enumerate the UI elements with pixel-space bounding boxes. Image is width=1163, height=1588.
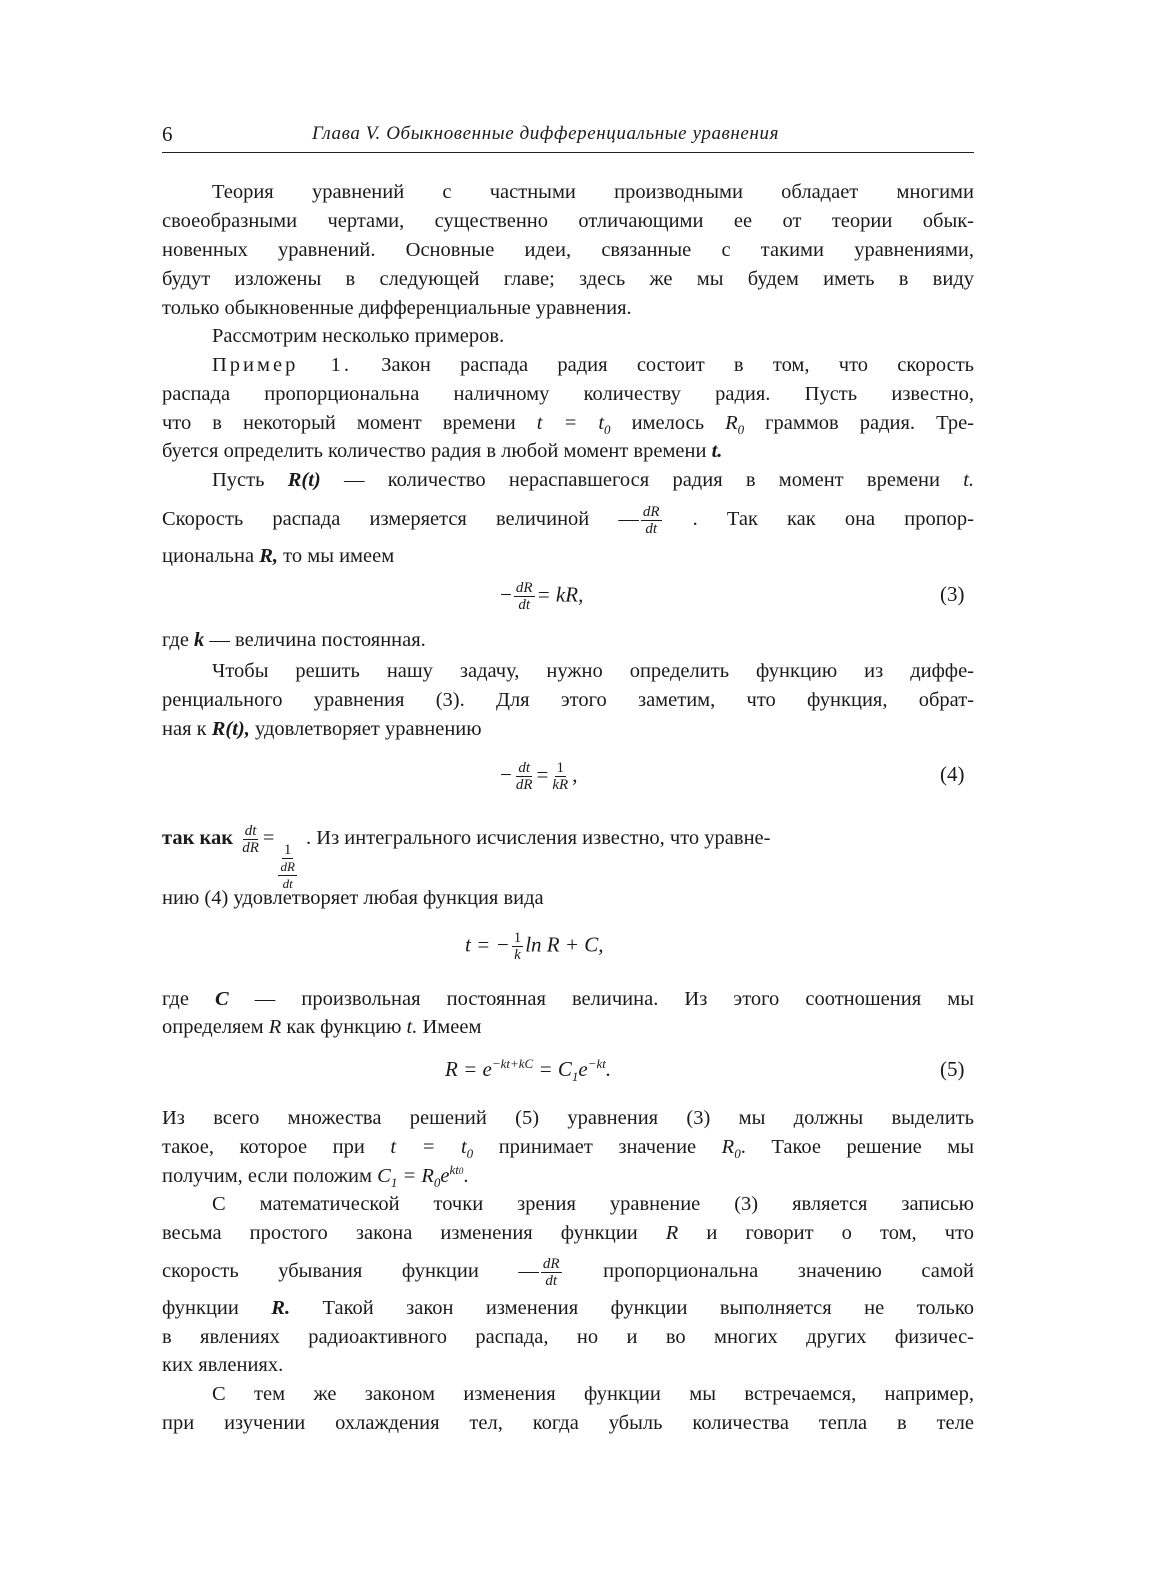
pust-line3: циональна R, то мы имеем [162,545,395,567]
math-neg-dr-dt: — $\frac{dR}{dt}$ [618,504,660,537]
equation-number-4: (4) [940,762,965,786]
para1-line1: Теория уравнений с частными производными обладает многими [212,181,974,203]
chapter-title: Глава V. Обыкновенные дифференциальные уравнения [312,123,780,144]
para1-line3: новенных уравнений. Основные идеи, связанные с такими уравнениями, [162,239,974,261]
example-label: Пример 1. [212,354,352,376]
iz-line3: получим, если положим $C_1 = R_0e^{kt0}$. [162,1162,469,1191]
equation-number-3: (3) [940,582,965,606]
last-line1: С тем же законом изменения функции мы встречаемся, например, [212,1383,974,1405]
equation-t: t = − $\frac{1}{k}$ ln R + C, [465,930,604,963]
math-c1-eq-r0-ekt0: $C_1 = R_0e^{kt0}$ [377,1162,464,1191]
math-line2: весьма простого закона изменения функции R и говорит о том, что [162,1222,975,1244]
math-dt-dr-identity: $\frac{dt}{dR}$ = $\frac{1}{\frac{dR}{dt}}$ [242,823,295,892]
math-line6: ких явлениях. [162,1354,284,1376]
equation-number-5: (5) [940,1057,965,1081]
equation-5: $R = e^{-kt+kC} = C_1e^{-kt}$. [445,1056,612,1085]
chtoby-line2: ренциального уравнения (3). Для этого заметим, что функция, обрат- [162,689,974,711]
math-r0: $R_0$ [725,412,745,438]
iz-line2: такое, которое при $t = t_0$ принимает значение $R_0$. Такое решение мы [162,1136,975,1162]
example-line2: распада пропорциональна наличному количеству радия. Пусть известно, [162,383,974,405]
example-line4: буется определить количество радия в любой момент времени t. [162,440,723,462]
page-number: 6 [162,122,173,146]
tak-kak-line: так как $\frac{dt}{dR}$ = $\frac{1}{\frac{dR}{dt}}$ . Из интегрального исчисления известно, что уравне- [162,823,771,892]
tak-kak-line2: нию (4) удовлетворяет любая функция вида [162,887,544,909]
pust-line2: Скорость распада измеряется величиной — $\frac{dR}{dt}$ . Так как она пропор- [162,504,974,537]
gde-c-line2: определяем R как функцию t. Имеем [162,1016,482,1038]
example-line3: что в некоторый момент времени $t = t_0$ имелось $R_0$ граммов радия. Тре- [162,412,974,438]
math-line5: в явлениях радиоактивного распада, но и во многих других физичес- [162,1326,974,1348]
math-line1: С математической точки зрения уравнение (3) является записью [212,1193,974,1215]
chtoby-line1: Чтобы решить нашу задачу, нужно определить функцию из диффе- [212,660,974,682]
equation-3: − $\frac{dR}{dt}$ = kR, [500,580,584,613]
gde-k-line: где k — величина постоянная. [162,629,426,651]
para1-line4: будут изложены в следующей главе; здесь же мы будем иметь в виду [162,268,974,290]
chtoby-line3: ная к R(t), удовлетворяет уравнению [162,718,482,740]
last-line2: при изучении охлаждения тел, когда убыль количества тепла в теле [162,1412,974,1434]
running-head [162,122,974,153]
equation-4: − $\frac{dt}{dR}$ = $\frac{1}{kR}$ , [500,760,578,793]
para1-line5: только обыкновенные дифференциальные уравнения. [162,297,632,319]
math-line3: скорость убывания функции — $\frac{dR}{dt}$ пропорциональна значению самой [162,1256,975,1289]
para2-line: Рассмотрим несколько примеров. [212,325,505,347]
gde-c-line1: где C — произвольная постоянная величина. Из этого соотношения мы [162,988,974,1010]
math-line4: функции R. Такой закон изменения функции выполняется не только [162,1297,974,1319]
para1-line2: своеобразными чертами, существенно отличающими ее от теории обык- [162,210,974,232]
pust-line1: Пусть R(t) — количество нераспавшегося радия в момент времени t. [212,469,975,491]
example-line1: Пример 1. Закон распада радия состоит в том, что скорость [212,354,974,376]
iz-line1: Из всего множества решений (5) уравнения (3) мы должны выделить [162,1107,974,1129]
math-t-eq-t0: $t = t_0$ [536,412,611,438]
